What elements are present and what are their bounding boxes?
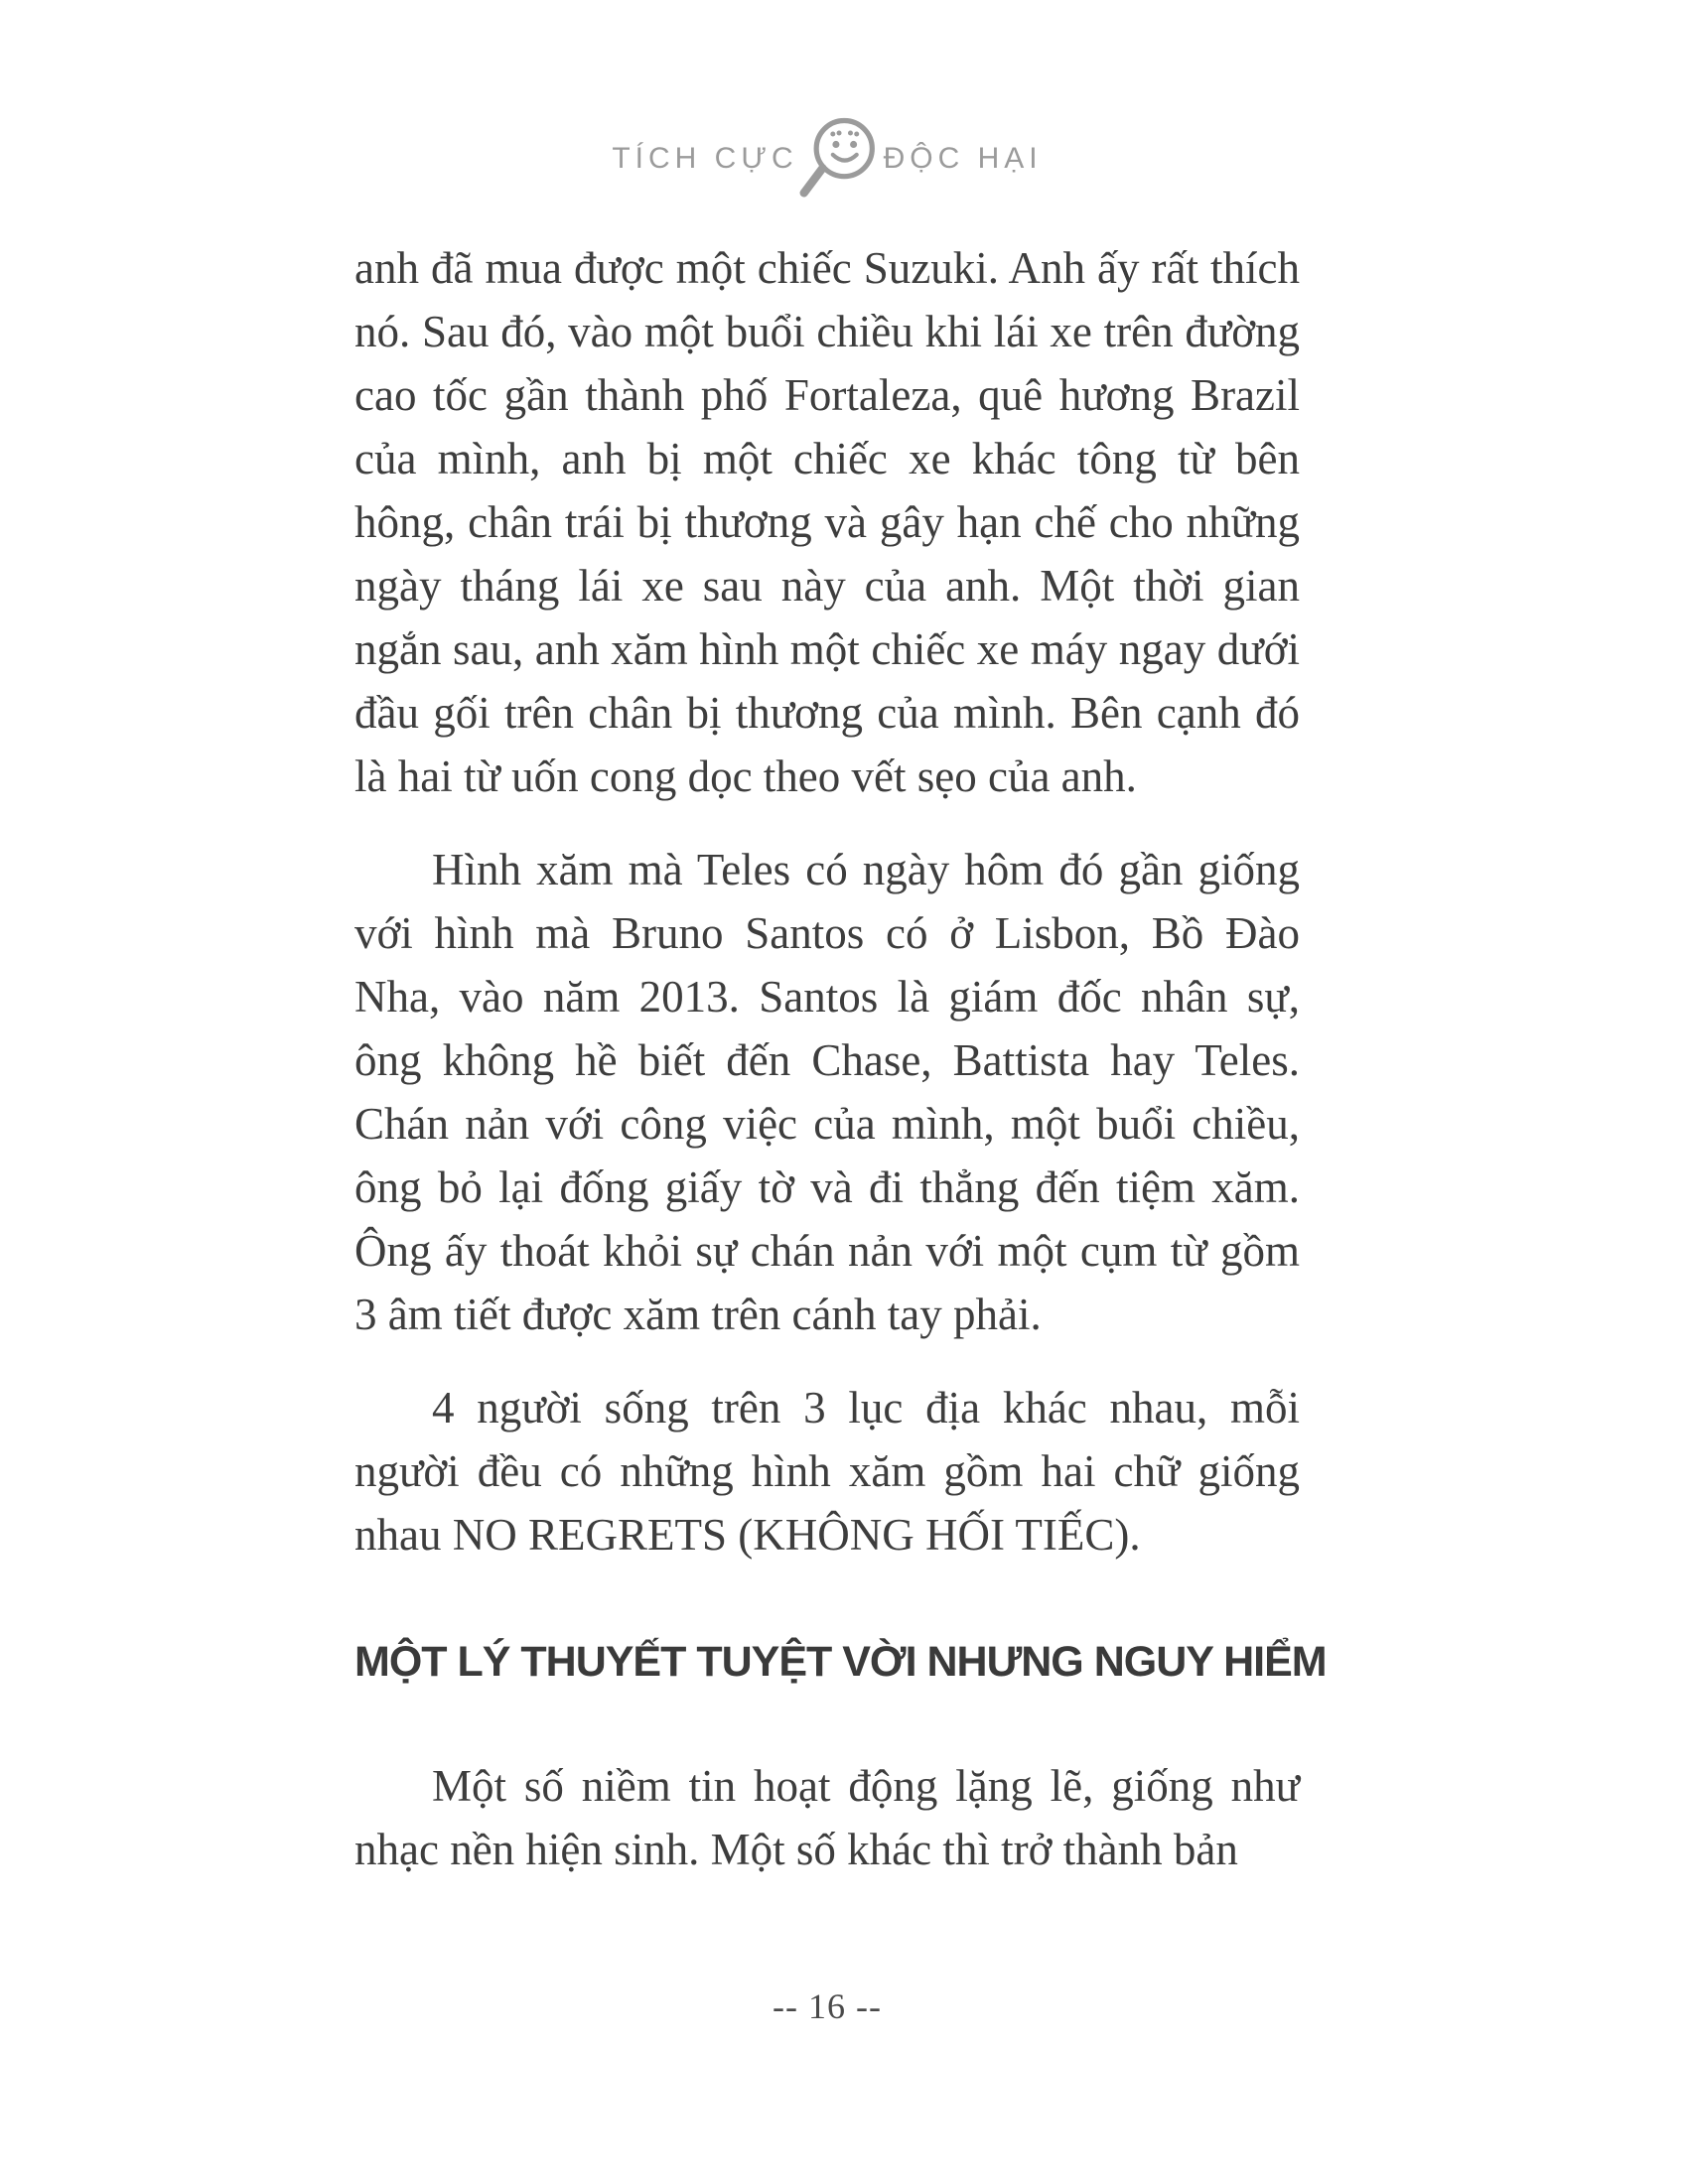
running-header bbox=[354, 109, 1300, 208]
section-heading: MỘT LÝ THUYẾT TUYỆT VỜI NHƯNG NGUY HIỂM bbox=[354, 1638, 1327, 1686]
body-paragraph-3: 4 người sống trên 3 lục địa khác nhau, mỗi người đều có những hình xăm gồm hai chữ giống nhau NO REGRETS (KHÔNG HỐI TIẾC). bbox=[354, 1383, 1300, 1560]
page-content bbox=[354, 109, 1327, 1911]
header-title-left: TÍCH CỰC bbox=[612, 142, 798, 175]
body-paragraph-1: anh đã mua được một chiếc Suzuki. Anh ấy rất thích nó. Sau đó, vào một buổi chiều khi lái xe trên đường cao tốc gần thành phố Fortaleza, quê hương Brazil của mình, anh bị một chiếc xe khác tông từ bên hông, chân trái bị thương và gây hạn chế cho những ngày tháng lái xe sau này của anh. Một thời gian ngắn sau, anh xăm hình một chiếc xe máy ngay dưới đầu gối trên chân bị thương của mình. Bên cạnh đó là hai từ uốn cong dọc theo vết sẹo của anh. bbox=[354, 243, 1300, 801]
magnifier-smiley-icon bbox=[786, 107, 890, 210]
header-title-right: ĐỘC HẠI bbox=[883, 142, 1043, 175]
body-paragraph-4: Một số niềm tin hoạt động lặng lẽ, giống như nhạc nền hiện sinh. Một số khác thì trở thành bản bbox=[354, 1761, 1300, 1874]
page-number: -- 16 -- bbox=[773, 1986, 882, 2026]
body-paragraph-2: Hình xăm mà Teles có ngày hôm đó gần giống với hình mà Bruno Santos có ở Lisbon, Bồ Đào Nha, vào năm 2013. Santos là giám đốc nhân sự, ông không hề biết đến Chase, Battista hay Teles. Chán nản với công việc của mình, một buổi chiều, ông bỏ lại đống giấy tờ và đi thẳng đến tiệm xăm. Ông ấy thoát khỏi sự chán nản với một cụm từ gồm 3 âm tiết được xăm trên cánh tay phải. bbox=[354, 845, 1300, 1339]
